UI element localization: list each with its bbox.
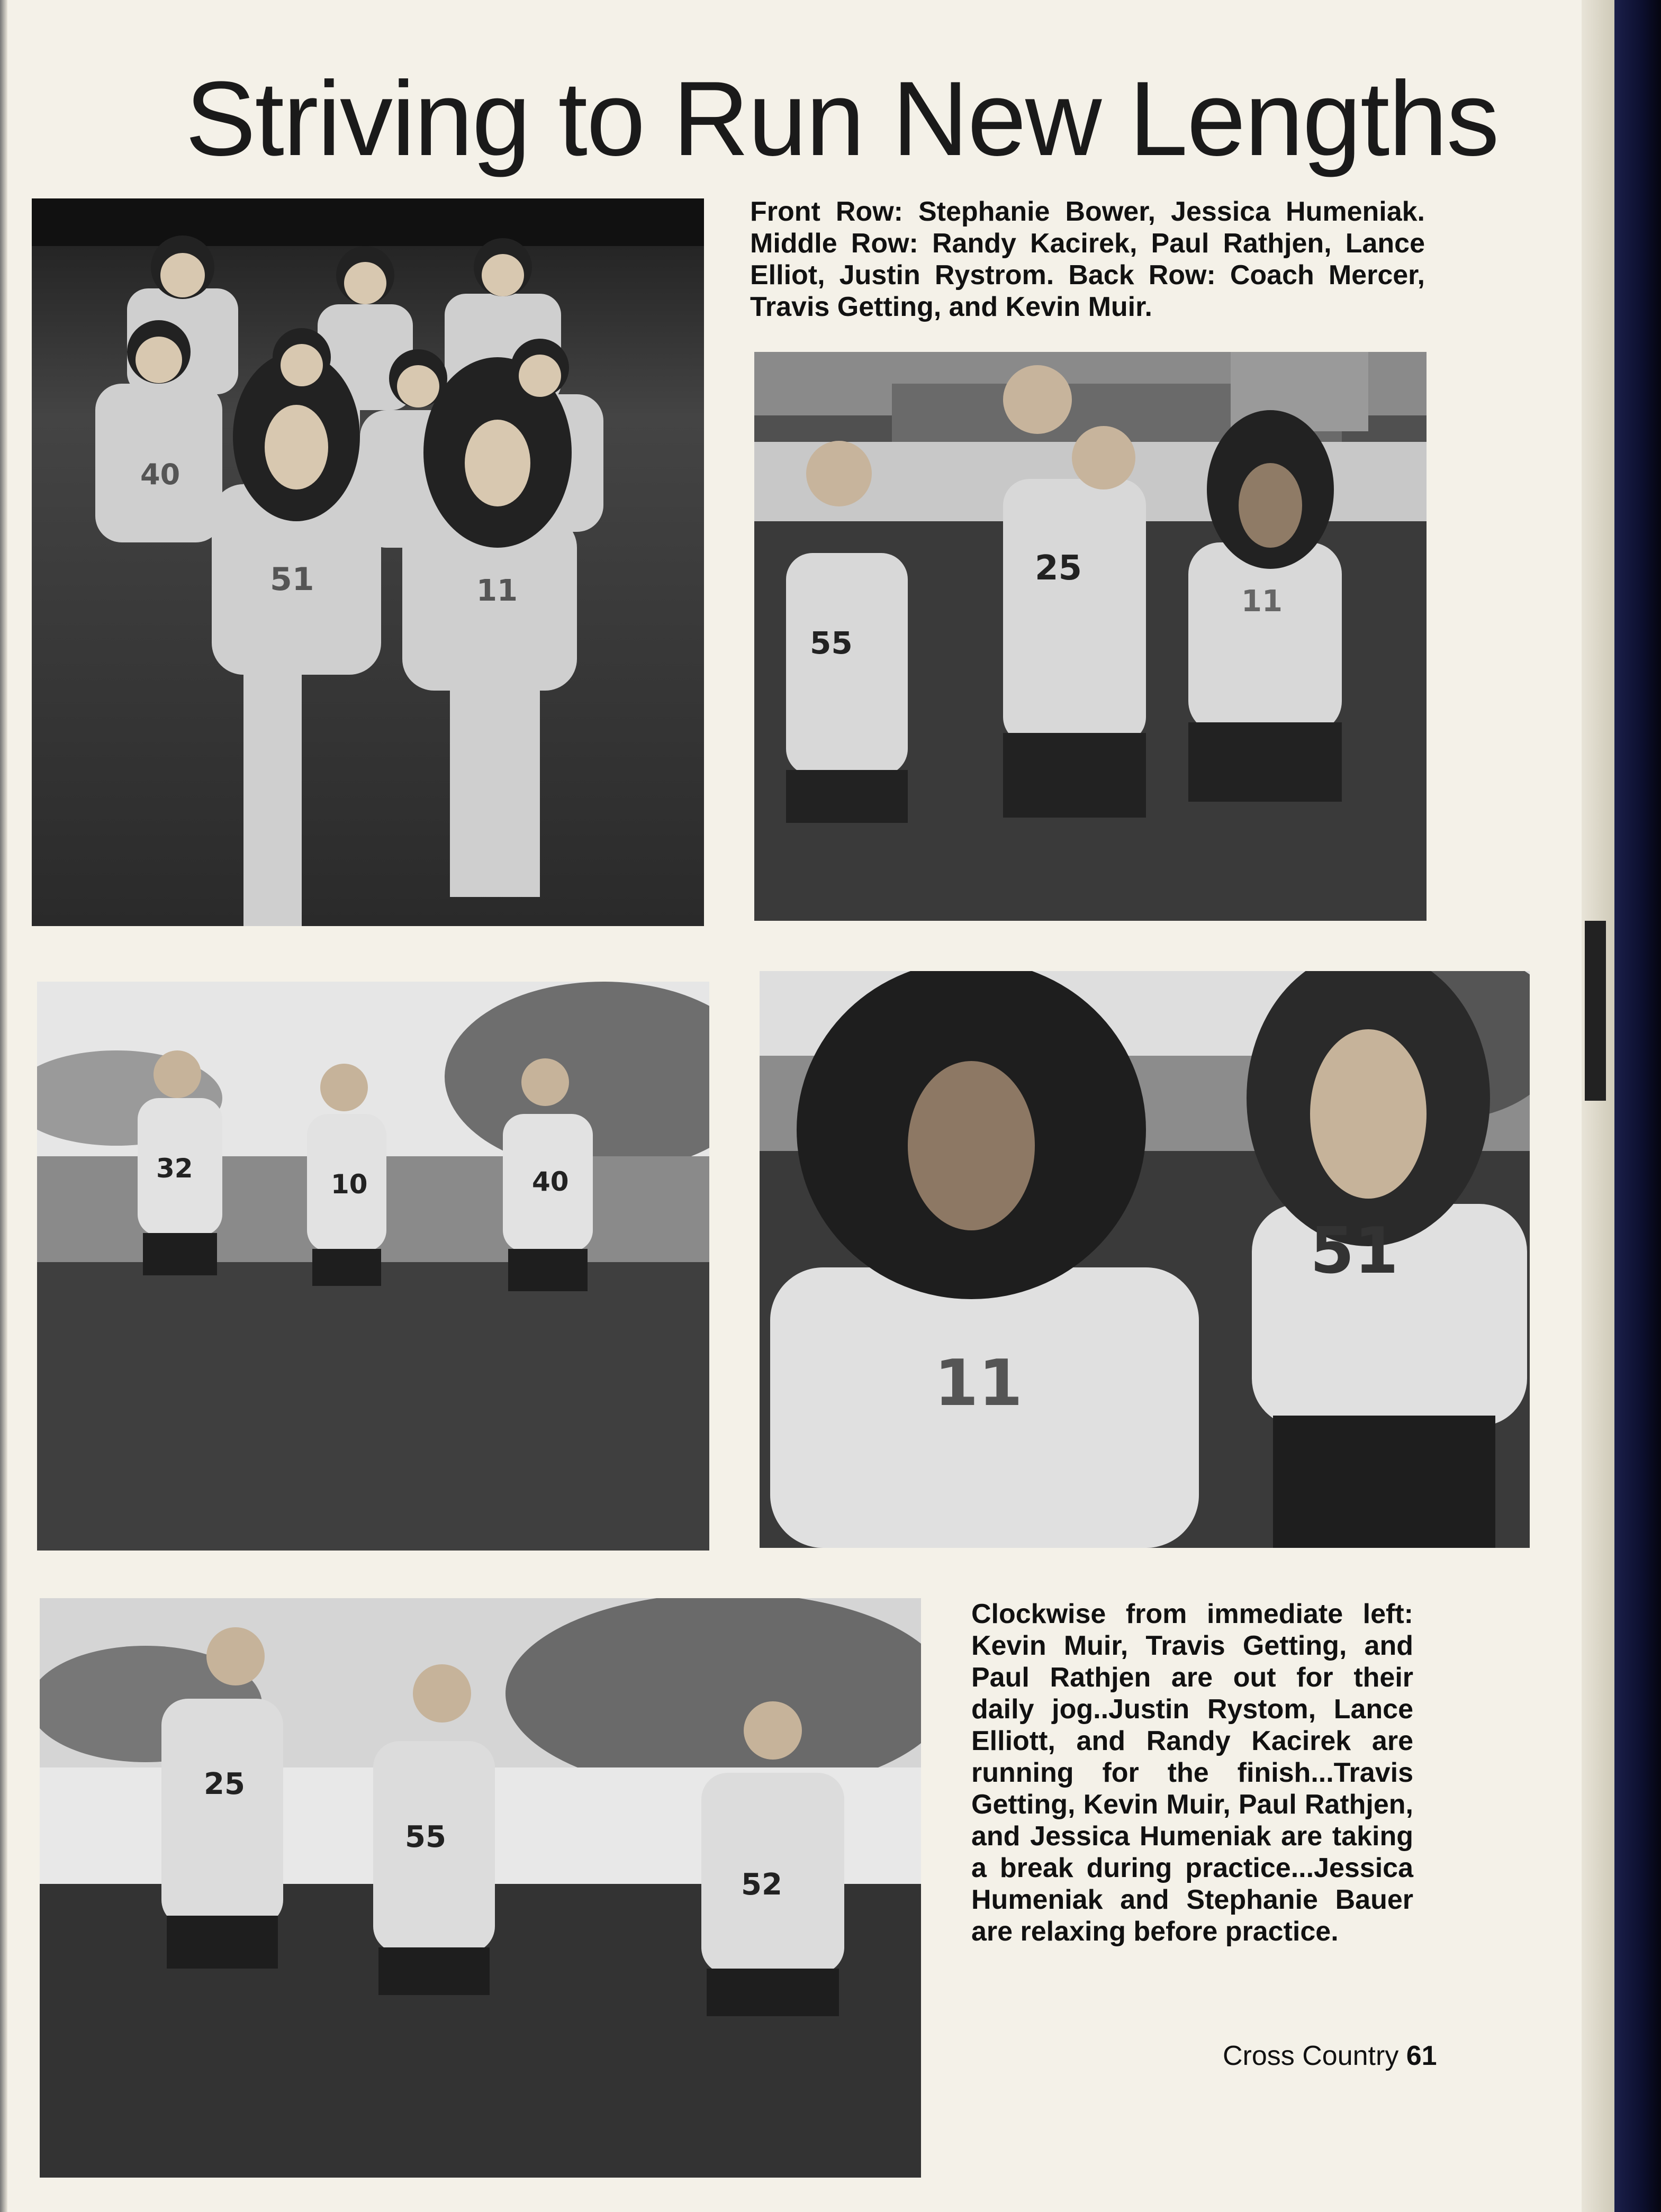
jersey-number: 55 [810, 625, 853, 661]
page-folio [1223, 2040, 1437, 2072]
edge-mark [1585, 921, 1606, 1101]
break-photo [754, 352, 1427, 921]
adjacent-page-edge [1582, 0, 1614, 2212]
jersey-number: 55 [405, 1820, 446, 1854]
book-binding [1614, 0, 1661, 2212]
jersey-number: 52 [741, 1867, 782, 1902]
page-title: Striving to Run New Lengths [185, 60, 1498, 178]
folio-number: 61 [1406, 2041, 1437, 2071]
jersey-number: 40 [532, 1166, 569, 1197]
jersey-number: 11 [1241, 584, 1283, 619]
relax-photo [760, 971, 1530, 1548]
jersey-number: 25 [204, 1767, 245, 1801]
jog-photo [40, 1598, 921, 2178]
jersey-number: 25 [1035, 549, 1082, 588]
jersey-number: 51 [270, 561, 314, 598]
jersey-number: 11 [934, 1347, 1023, 1420]
jersey-number: 11 [476, 574, 518, 608]
jersey-number: 51 [1310, 1214, 1398, 1288]
folio-section: Cross Country [1223, 2041, 1399, 2071]
finish-photo [37, 982, 709, 1551]
jersey-number: 10 [331, 1169, 368, 1200]
jersey-number: 40 [140, 458, 180, 491]
jersey-number: 32 [156, 1153, 193, 1184]
team-photo [32, 198, 704, 926]
clockwise-caption: Clockwise from immediate left: Kevin Muir, Travis Getting, and Paul Rathjen are out for their daily jog..Justin Rystom, Lance Elliott, and Randy Kacirek are running for the finish...Travis Getting, Kevin Muir, Paul Rathjen, and Jessica Humeniak are taking a break during practice...Jessica Humeniak and Stephanie Bauer are relaxing before practice. [971, 1599, 1413, 1947]
team-photo-caption: Front Row: Stephanie Bower, Jessica Humeniak. Middle Row: Randy Kacirek, Paul Rathjen, Lance Elliot, Justin Rystrom. Back Row: Coach Mercer, Travis Getting, and Kevin Muir. [750, 196, 1425, 322]
page-left-edge [0, 0, 7, 2212]
